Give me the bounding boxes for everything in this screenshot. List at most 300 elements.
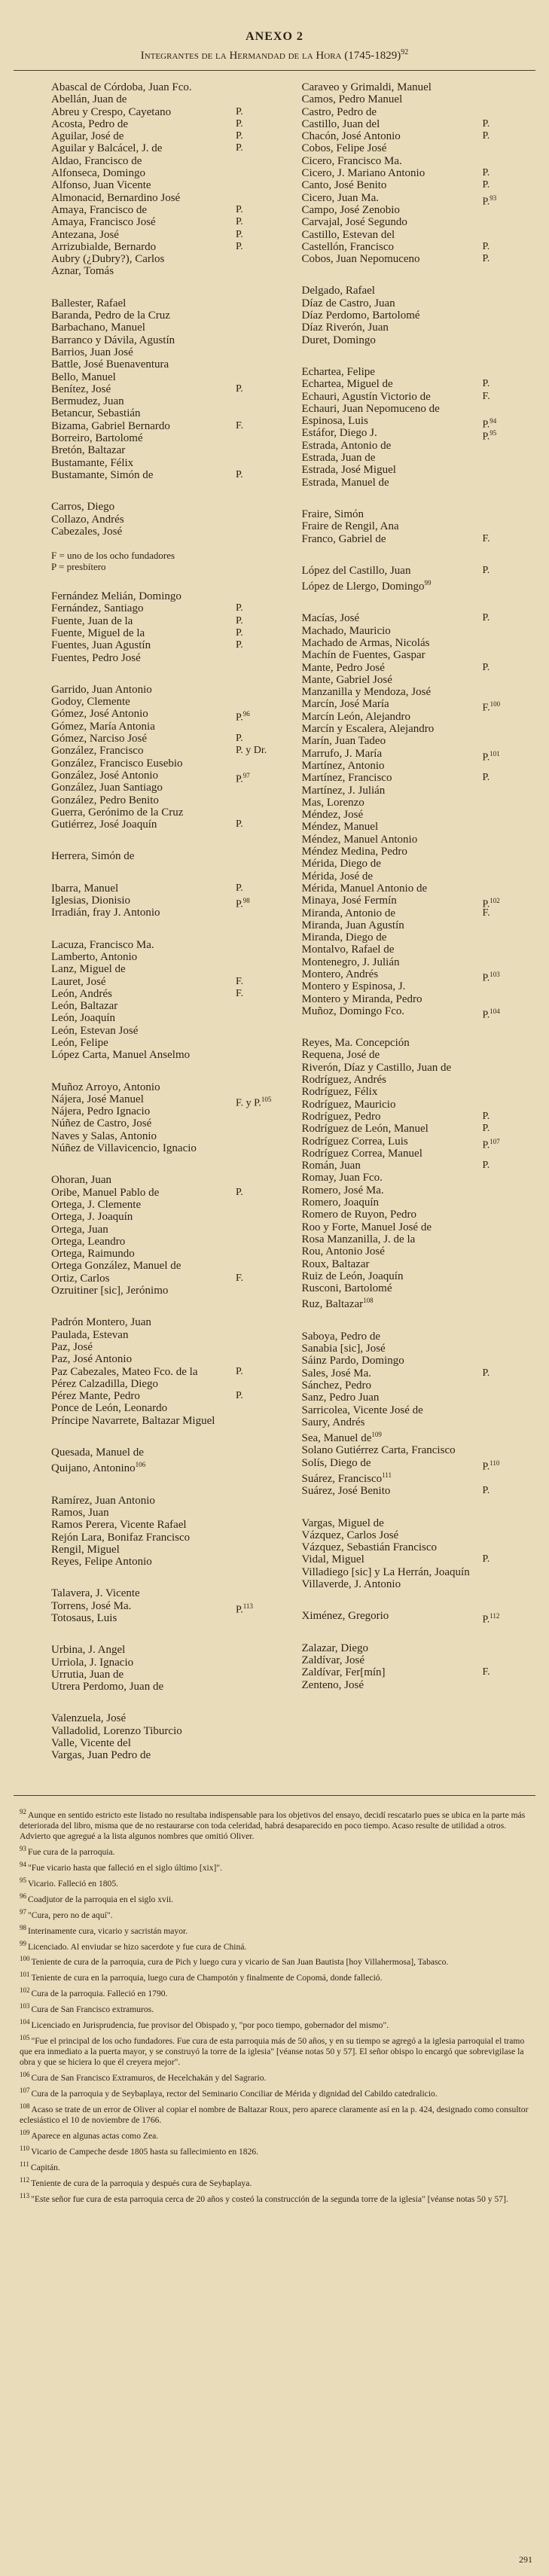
member-row bbox=[302, 1416, 533, 1428]
member-name: Almonacid, Bernardino José bbox=[51, 191, 181, 204]
member-row bbox=[51, 192, 269, 204]
member-name: Paz Cabezales, Mateo Fco. de la bbox=[51, 1365, 198, 1378]
member-status: F. bbox=[236, 1272, 244, 1284]
member-row bbox=[51, 1681, 269, 1693]
member-name: Fraire, Simón bbox=[301, 508, 364, 520]
member-name: Cabezales, José bbox=[51, 525, 123, 538]
footnote bbox=[20, 1985, 529, 1999]
member-status: P. bbox=[236, 639, 243, 651]
footnote bbox=[20, 1891, 529, 1905]
member-name: Macías, José bbox=[301, 612, 360, 625]
member-name: Rodríguez, Pedro bbox=[301, 1110, 381, 1123]
member-status: P. bbox=[482, 564, 490, 576]
member-row bbox=[302, 1197, 533, 1209]
member-status: P.$^{113}$ bbox=[236, 1602, 253, 1616]
member-name: Machado de Armas, Nicolás bbox=[301, 636, 430, 649]
footnote bbox=[20, 1938, 529, 1953]
member-name: Riverón, Díaz y Castillo, Juan de bbox=[301, 1061, 452, 1074]
member-name: Minaya, José Fermín bbox=[301, 895, 397, 907]
member-name: Gómez, Narciso José bbox=[51, 733, 148, 745]
member-row bbox=[302, 167, 533, 179]
member-name: Aubry (¿Dubry?), Carlos bbox=[51, 253, 165, 266]
footnote-number: 92 bbox=[20, 1807, 26, 1815]
member-name: Sanz, Pedro Juan bbox=[301, 1392, 380, 1404]
member-name: Bustamante, Simón de bbox=[51, 468, 154, 481]
member-row bbox=[51, 708, 269, 724]
member-name: Méndez, Manuel Antonio bbox=[301, 833, 418, 846]
footnote bbox=[20, 2085, 529, 2099]
member-name: Pérez Calzadilla, Diego bbox=[51, 1377, 159, 1390]
member-row bbox=[302, 772, 533, 784]
member-status: P. bbox=[482, 130, 490, 142]
footnote-number: 106 bbox=[20, 2071, 30, 2079]
member-status: P. bbox=[236, 1390, 243, 1402]
member-row bbox=[51, 615, 269, 627]
right-column bbox=[275, 81, 536, 1782]
footnote bbox=[20, 2032, 529, 2068]
member-name: Estrada, Antonio de bbox=[301, 439, 392, 452]
member-row bbox=[302, 204, 533, 216]
member-name: Espinosa, Luis bbox=[301, 415, 368, 428]
footnote-text: Interinamente cura, vicario y sacristán mayor. bbox=[28, 1925, 188, 1936]
member-row bbox=[51, 155, 269, 167]
footnote-number: 96 bbox=[20, 1892, 26, 1900]
member-status: P.$^{103}$ bbox=[482, 971, 500, 984]
member-name: Rodríguez, Andrés bbox=[301, 1074, 386, 1087]
member-name: Zaldívar, Fer[mín] bbox=[301, 1666, 386, 1679]
member-name: Marcín y Escalera, Alejandro bbox=[301, 723, 435, 736]
member-name: Castillo, Estevan del bbox=[301, 228, 395, 241]
member-name: Sanabia [sic], José bbox=[301, 1343, 386, 1355]
member-name: Mérida, Diego de bbox=[301, 858, 381, 870]
member-row bbox=[51, 93, 269, 105]
footnote-number: 100 bbox=[20, 1955, 30, 1963]
member-row bbox=[51, 1329, 269, 1341]
member-name: Utrera Perdomo, Juan de bbox=[51, 1681, 164, 1693]
member-status: F. bbox=[482, 532, 490, 544]
member-row bbox=[51, 1012, 269, 1024]
member-row bbox=[51, 1532, 269, 1544]
footnote-number: 97 bbox=[20, 1907, 26, 1916]
member-status: P. bbox=[482, 1110, 490, 1122]
member-status: P. bbox=[482, 1553, 490, 1565]
member-status: P. bbox=[482, 1160, 490, 1172]
member-row bbox=[51, 769, 269, 785]
member-name: Pérez Mante, Pedro bbox=[51, 1390, 140, 1403]
alphabet-group bbox=[301, 612, 533, 1021]
member-row bbox=[51, 1199, 269, 1211]
member-status: P. bbox=[236, 819, 243, 831]
member-status: P. bbox=[236, 117, 243, 130]
member-row bbox=[51, 1224, 269, 1236]
member-row bbox=[51, 514, 269, 526]
member-name: Abellán, Juan de bbox=[51, 93, 127, 106]
footnote-text: Cura de San Francisco Extramuros, de Hecelchakán y del Sagrario. bbox=[31, 2073, 267, 2084]
member-name: Fernández Melián, Domingo bbox=[51, 590, 181, 603]
alphabet-group bbox=[302, 366, 533, 489]
member-row bbox=[302, 1642, 533, 1654]
member-row bbox=[51, 758, 269, 770]
footnote-text: "Fue el principal de los ocho fundadores. Fue cura de esta parroquia más de 50 años, y en su tiempo se agregó a la iglesia parroquial el tramo que era inmediato a la puerta mayor, y se construyó la torre de la iglesia" [véanse notas 50 y 57]. El señor obispo lo encargó que sobrevigilase la obra y que se hiciera lo que él creyera mejor". bbox=[20, 2036, 525, 2068]
member-status: F. bbox=[236, 419, 244, 431]
subtitle-text: Integrantes de la Hermandad de la Hora (1745-1829) bbox=[140, 50, 401, 62]
member-name: Delgado, Rafael bbox=[301, 285, 375, 297]
member-name: Montero, Andrés bbox=[301, 968, 379, 980]
member-name: Ramos Perera, Vicente Rafael bbox=[51, 1519, 187, 1532]
note-ref: 94 bbox=[490, 417, 497, 425]
member-row bbox=[51, 420, 269, 432]
alphabet-group bbox=[51, 1316, 269, 1427]
member-row bbox=[302, 179, 533, 191]
alphabet-group bbox=[302, 81, 533, 265]
member-row bbox=[51, 334, 269, 346]
member-status: F. bbox=[236, 975, 244, 987]
member-row bbox=[302, 216, 533, 228]
member-row bbox=[51, 395, 269, 407]
member-row bbox=[302, 1367, 533, 1379]
alphabet-group bbox=[51, 939, 269, 1062]
member-name: Romero, José Ma. bbox=[301, 1184, 384, 1197]
note-ref: 105 bbox=[261, 1095, 272, 1103]
member-row bbox=[302, 649, 533, 661]
member-row bbox=[51, 819, 269, 831]
member-row bbox=[302, 1404, 533, 1416]
member-name: Príncipe Navarrete, Baltazar Miguel bbox=[51, 1414, 215, 1427]
member-row bbox=[51, 1142, 269, 1154]
member-name: Bretón, Baltazar bbox=[51, 444, 126, 457]
member-row bbox=[51, 1415, 269, 1427]
member-row bbox=[302, 1270, 533, 1282]
member-row bbox=[302, 1062, 533, 1074]
notes-divider bbox=[14, 1795, 535, 1796]
member-row bbox=[302, 1049, 533, 1061]
member-row bbox=[302, 662, 533, 674]
member-name: Fernández, Santiago bbox=[51, 602, 144, 615]
member-row bbox=[302, 1379, 533, 1392]
member-row bbox=[51, 253, 269, 265]
member-name: Ruz, Baltazar$^{108}$ bbox=[301, 1297, 374, 1311]
member-name: Mérida, José de bbox=[301, 870, 374, 883]
member-name: Marcín, José María bbox=[301, 698, 389, 711]
member-name: Saury, Andrés bbox=[301, 1416, 365, 1428]
member-row bbox=[51, 963, 269, 975]
footnote-text: "Fue vicario hasta que falleció en el siglo último [xix]". bbox=[28, 1862, 223, 1873]
member-status: P. bbox=[236, 203, 243, 215]
member-name: López del Castillo, Juan bbox=[301, 564, 411, 577]
alphabet-group bbox=[51, 883, 269, 919]
member-name: Marín, Juan Tadeo bbox=[301, 735, 386, 748]
footnote-text: Licenciado. Al enviudar se hizo sacerdote y fue cura de Chiná. bbox=[28, 1941, 247, 1952]
member-row bbox=[301, 427, 533, 444]
member-row bbox=[51, 733, 269, 745]
member-row bbox=[51, 432, 269, 444]
member-name: Martínez, Antonio bbox=[301, 759, 385, 772]
member-row bbox=[302, 508, 533, 520]
member-row bbox=[302, 130, 533, 142]
member-row bbox=[301, 698, 533, 715]
alphabet-group bbox=[51, 1174, 269, 1297]
member-name: Mante, Gabriel José bbox=[301, 673, 392, 686]
member-row bbox=[51, 81, 269, 93]
member-name: Vidal, Miguel bbox=[301, 1553, 364, 1566]
member-row bbox=[51, 1341, 269, 1353]
member-name: Antezana, José bbox=[51, 228, 119, 241]
legend-item: F = uno de los ocho fundadores bbox=[51, 550, 175, 562]
member-row bbox=[302, 1099, 533, 1111]
member-row bbox=[302, 565, 533, 577]
member-name: Ruiz de León, Joaquín bbox=[301, 1270, 404, 1282]
member-name: Camos, Pedro Manuel bbox=[301, 93, 403, 106]
member-name: Méndez, José bbox=[301, 809, 364, 822]
member-row bbox=[51, 346, 269, 358]
alphabet-group bbox=[51, 297, 269, 481]
alphabet-group bbox=[51, 590, 269, 664]
member-status: P. bbox=[236, 1186, 243, 1198]
member-row bbox=[302, 464, 533, 476]
member-name: Quijano, Antonino$^{106}$ bbox=[51, 1461, 146, 1475]
member-status: P.$^{107}$ bbox=[482, 1137, 500, 1151]
member-row bbox=[51, 1049, 269, 1061]
member-name: Cicero, Francisco Ma. bbox=[301, 154, 402, 167]
subtitle-note-ref: 92 bbox=[401, 48, 409, 56]
member-row bbox=[51, 1402, 269, 1414]
member-row bbox=[51, 1657, 269, 1669]
alphabet-group bbox=[51, 501, 269, 538]
member-row bbox=[302, 1469, 533, 1485]
member-row bbox=[51, 1285, 269, 1297]
member-name: Fuente, Miguel de la bbox=[51, 626, 145, 639]
member-status: P. bbox=[236, 240, 243, 252]
member-name: González, Francisco bbox=[51, 745, 144, 758]
member-row bbox=[51, 1737, 269, 1749]
member-name: Gómez, María Antonia bbox=[51, 720, 155, 733]
member-status: P.$^{98}$ bbox=[236, 897, 250, 910]
member-name: González, Juan Santiago bbox=[51, 782, 163, 794]
member-status: P.$^{110}$ bbox=[482, 1459, 500, 1473]
member-row bbox=[51, 142, 269, 154]
member-status: P. bbox=[482, 612, 490, 624]
member-name: Miranda, Antonio de bbox=[301, 907, 396, 919]
footnote-number: 110 bbox=[20, 2145, 30, 2153]
member-row bbox=[302, 1444, 533, 1456]
member-row bbox=[302, 1553, 533, 1565]
alphabet-group bbox=[51, 81, 269, 278]
member-name: Reyes, Felipe Antonio bbox=[51, 1556, 152, 1568]
member-status: P. bbox=[236, 130, 243, 142]
note-ref: 106 bbox=[135, 1461, 146, 1469]
member-row bbox=[302, 1654, 533, 1666]
member-name: Lamberto, Antonio bbox=[51, 950, 138, 963]
member-row bbox=[51, 1459, 269, 1474]
member-name: Zenteno, José bbox=[301, 1678, 364, 1691]
member-status: P. bbox=[236, 1365, 243, 1377]
member-row bbox=[51, 371, 269, 383]
member-row bbox=[51, 988, 269, 1000]
member-name: Estrada, José Miguel bbox=[301, 464, 396, 477]
member-name: Urbina, J. Angel bbox=[51, 1644, 126, 1657]
member-status: P. bbox=[236, 602, 243, 614]
footnote-text: Aparece en algunas actas como Zea. bbox=[31, 2131, 159, 2142]
member-row bbox=[302, 106, 533, 118]
member-name: Cicero, Juan Ma. bbox=[301, 191, 379, 204]
member-name: Solano Gutiérrez Carta, Francisco bbox=[301, 1444, 456, 1457]
member-name: Rengil, Miguel bbox=[51, 1543, 120, 1556]
alphabet-group bbox=[51, 850, 269, 862]
member-row bbox=[51, 444, 269, 456]
member-name: León, Felipe bbox=[51, 1037, 108, 1049]
note-ref: 103 bbox=[490, 971, 500, 978]
member-name: Montalvo, Rafael de bbox=[301, 944, 395, 956]
member-row bbox=[51, 1117, 269, 1129]
member-row bbox=[51, 309, 269, 322]
footnote-number: 105 bbox=[20, 2034, 30, 2042]
member-row bbox=[51, 627, 269, 639]
member-status: F. bbox=[236, 987, 244, 999]
member-status: P.$^{112}$ bbox=[482, 1612, 500, 1626]
member-row bbox=[302, 1294, 533, 1310]
alphabet-group bbox=[302, 565, 533, 593]
member-name: Paz, José bbox=[51, 1340, 93, 1353]
member-status: P. bbox=[236, 142, 243, 154]
member-name: Muñoz, Domingo Fco. bbox=[301, 1004, 405, 1017]
footnote bbox=[20, 2017, 529, 2031]
member-name: Requena, José de bbox=[301, 1049, 380, 1062]
member-name: Ortega, J. Joaquín bbox=[51, 1211, 133, 1224]
alphabet-group bbox=[302, 508, 533, 545]
footnote bbox=[20, 1859, 529, 1873]
member-name: Díaz Riverón, Juan bbox=[301, 322, 389, 334]
alphabet-group bbox=[51, 1495, 269, 1568]
member-status: P.$^{93}$ bbox=[482, 194, 497, 208]
footnote bbox=[20, 2101, 529, 2126]
member-row bbox=[302, 1037, 533, 1049]
member-row bbox=[302, 142, 533, 154]
member-name: González, Pedro Benito bbox=[51, 794, 159, 806]
member-name: Vargas, Juan Pedro de bbox=[51, 1749, 151, 1762]
member-name: Campo, José Zenobio bbox=[301, 203, 400, 216]
member-name: Ortega, Raimundo bbox=[51, 1248, 135, 1261]
member-name: Montenegro, J. Julián bbox=[301, 956, 400, 968]
member-name: Ozruitiner [sic], Jerónimo bbox=[51, 1285, 169, 1297]
member-row bbox=[302, 297, 533, 309]
note-ref: 109 bbox=[371, 1431, 382, 1439]
member-row bbox=[51, 1353, 269, 1365]
member-row bbox=[301, 1004, 533, 1021]
member-row bbox=[302, 907, 533, 919]
footnote-number: 99 bbox=[20, 1939, 26, 1947]
member-row bbox=[302, 81, 533, 93]
member-row bbox=[302, 229, 533, 241]
member-row bbox=[51, 1273, 269, 1285]
member-row bbox=[302, 625, 533, 637]
member-name: Paulada, Estevan bbox=[51, 1328, 129, 1341]
note-ref: 108 bbox=[363, 1297, 374, 1305]
member-row bbox=[51, 806, 269, 819]
member-name: Montero y Espinosa, J. bbox=[301, 980, 406, 993]
note-ref: 110 bbox=[490, 1459, 500, 1467]
member-name: Méndez, Manuel bbox=[301, 821, 379, 834]
member-name: Lanz, Miguel de bbox=[51, 963, 126, 976]
member-name: Aguilar y Balcácel, J. de bbox=[51, 142, 163, 155]
member-name: Aznar, Tomás bbox=[51, 265, 114, 278]
member-row bbox=[51, 1507, 269, 1519]
member-name: Nájera, Pedro Ignacio bbox=[51, 1105, 151, 1118]
member-name: Romero de Ruyon, Pedro bbox=[301, 1209, 416, 1221]
member-row bbox=[302, 533, 533, 545]
member-name: López de Llergo, Domingo$^{99}$ bbox=[301, 579, 432, 593]
annex-subtitle bbox=[14, 48, 535, 62]
member-row bbox=[302, 309, 533, 322]
member-name: Quesada, Manuel de bbox=[51, 1447, 144, 1459]
member-row bbox=[51, 652, 269, 664]
member-name: Méndez Medina, Pedro bbox=[301, 846, 407, 858]
member-row bbox=[51, 1130, 269, 1142]
member-row bbox=[301, 747, 533, 764]
note-ref: 99 bbox=[424, 579, 432, 587]
member-row bbox=[302, 403, 533, 415]
member-name: Romay, Juan Fco. bbox=[301, 1172, 383, 1184]
member-row bbox=[51, 1000, 269, 1012]
member-name: Ortiz, Carlos bbox=[51, 1272, 110, 1285]
member-status: P.$^{97}$ bbox=[236, 771, 250, 785]
member-status: P. y Dr. bbox=[236, 745, 267, 757]
member-status: P. bbox=[236, 468, 243, 480]
member-name: Oribe, Manuel Pablo de bbox=[51, 1186, 160, 1199]
member-status: P. bbox=[482, 661, 490, 673]
member-row bbox=[302, 1209, 533, 1221]
member-name: Carros, Diego bbox=[51, 501, 115, 514]
member-name: Duret, Domingo bbox=[301, 334, 376, 346]
member-row bbox=[51, 1712, 269, 1724]
footnote-number: 93 bbox=[20, 1844, 26, 1852]
member-name: Sánchez, Pedro bbox=[301, 1379, 371, 1392]
member-name: Fuentes, Pedro José bbox=[51, 651, 141, 664]
member-name: Castellón, Francisco bbox=[301, 240, 394, 253]
member-row bbox=[302, 1074, 533, 1086]
member-row bbox=[51, 976, 269, 988]
member-name: Zalazar, Diego bbox=[301, 1642, 369, 1654]
member-name: Fraire de Rengil, Ana bbox=[301, 520, 399, 533]
title-divider bbox=[14, 70, 535, 71]
member-row bbox=[302, 834, 533, 846]
member-status: F.$^{100}$ bbox=[482, 700, 501, 715]
member-name: Arrizubialde, Bernardo bbox=[51, 240, 157, 253]
member-status: P. bbox=[236, 105, 243, 117]
alphabet-group bbox=[302, 1331, 533, 1498]
member-row bbox=[51, 696, 269, 708]
member-row bbox=[51, 297, 269, 309]
footnote-number: 94 bbox=[20, 1860, 26, 1868]
footnote-text: Cura de la parroquia y de Seybaplaya, rector del Seminario Conciliar de Mérida y dignidad del Cabildo catedralicio. bbox=[31, 2089, 438, 2099]
member-name: Núñez de Castro, José bbox=[51, 1117, 152, 1130]
member-row bbox=[51, 590, 269, 602]
member-name: Valladolid, Lorenzo Tiburcio bbox=[51, 1724, 182, 1737]
member-name: Herrera, Simón de bbox=[51, 850, 135, 863]
alphabet-group bbox=[301, 1610, 533, 1626]
member-row bbox=[51, 1587, 269, 1599]
member-name: Saboya, Pedro de bbox=[301, 1330, 381, 1343]
member-name: Suárez, José Benito bbox=[301, 1485, 391, 1498]
member-row bbox=[302, 612, 533, 624]
footnote-text: "Cura, pero no de aquí". bbox=[28, 1910, 113, 1920]
member-name: Barbachano, Manuel bbox=[51, 322, 145, 334]
member-row bbox=[51, 1612, 269, 1624]
member-name: Muñoz Arroyo, Antonio bbox=[51, 1081, 160, 1093]
member-name: Manzanilla y Mendoza, José bbox=[301, 686, 432, 699]
note-ref: 102 bbox=[490, 897, 500, 905]
member-row bbox=[51, 322, 269, 334]
member-name: Díaz de Castro, Juan bbox=[301, 297, 395, 309]
